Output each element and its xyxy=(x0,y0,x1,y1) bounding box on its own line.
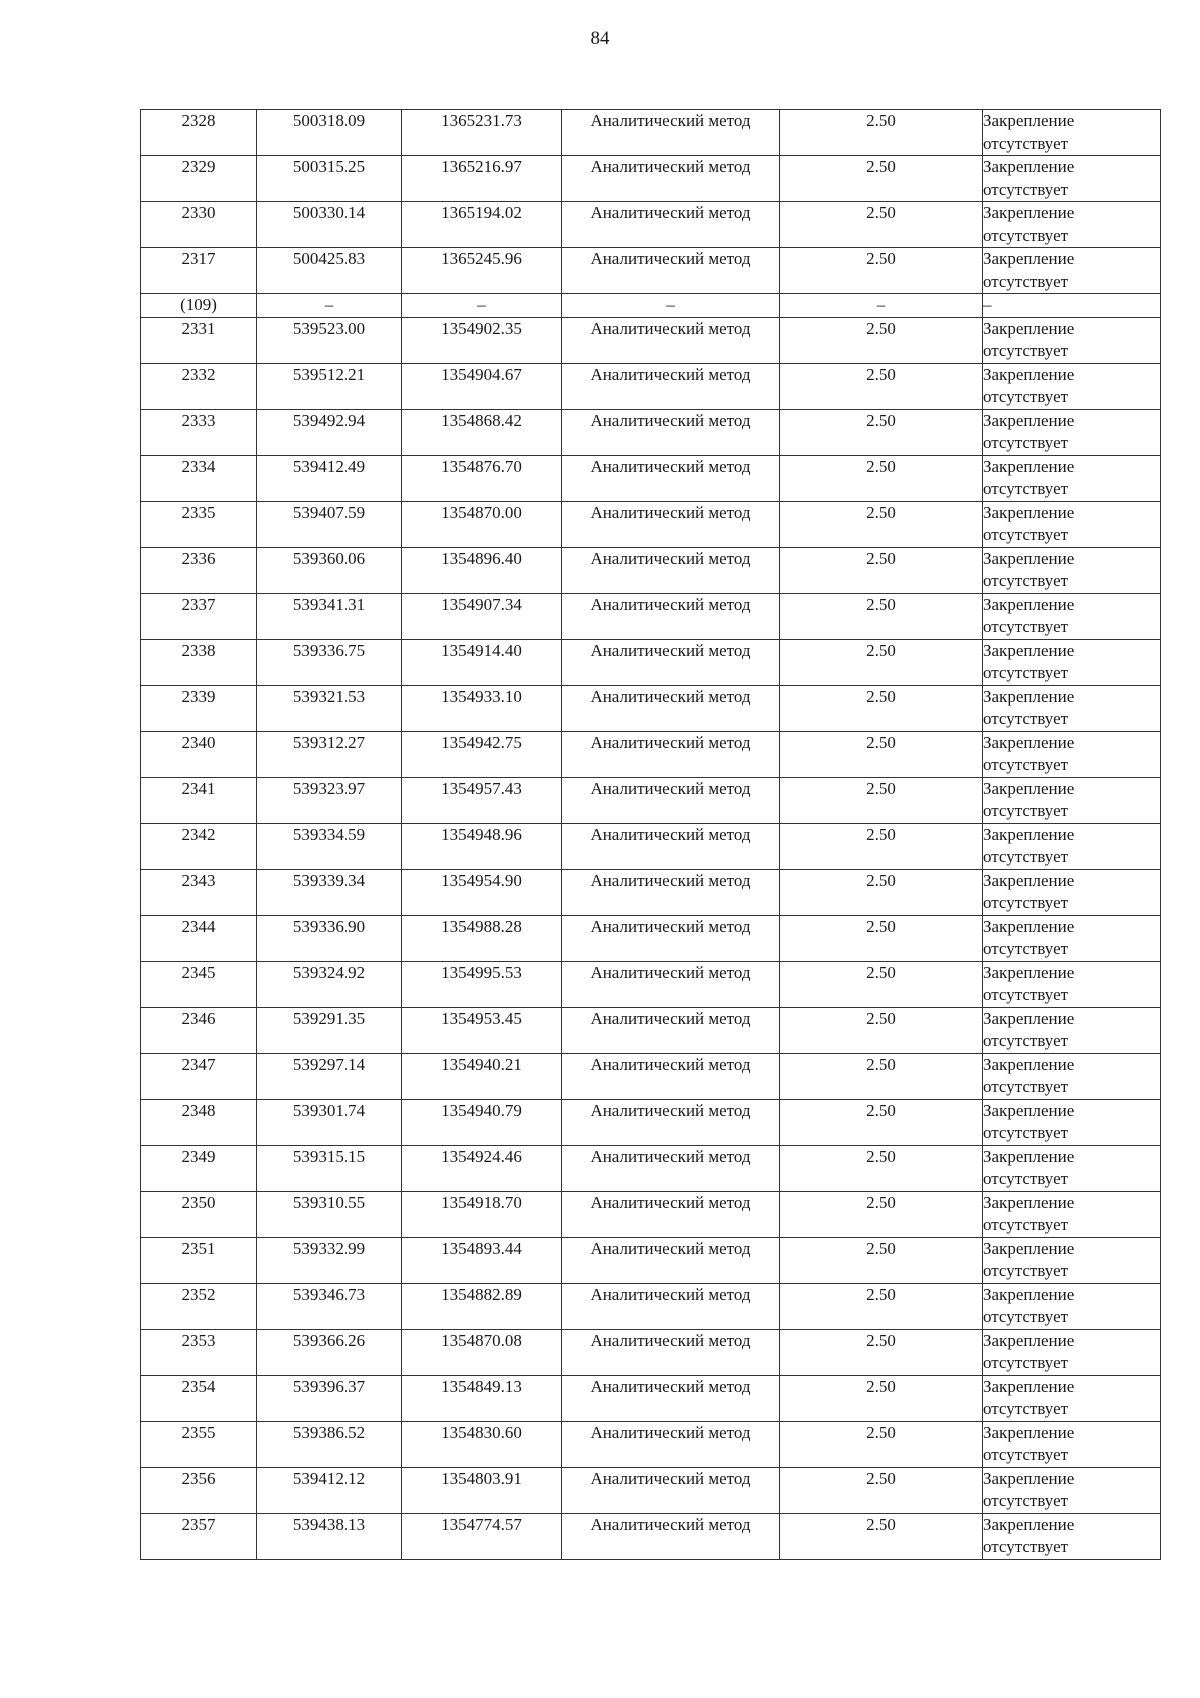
fixing-note-line-1: Закрепление xyxy=(983,962,1075,982)
point-number-cell: 2349 xyxy=(141,1145,257,1191)
method-cell: Аналитический метод xyxy=(562,777,780,823)
fixing-note-line-1: Закрепление xyxy=(983,1514,1075,1534)
point-number-cell: 2355 xyxy=(141,1421,257,1467)
x-coordinate-cell: 539297.14 xyxy=(257,1053,402,1099)
method-cell: Аналитический метод xyxy=(562,1007,780,1053)
fixing-note-line-1: Закрепление xyxy=(983,1376,1075,1396)
y-coordinate-cell: 1354914.40 xyxy=(402,639,562,685)
fixing-note-line-2: отсутствует xyxy=(983,479,1069,498)
table-row xyxy=(141,869,1161,915)
point-number-cell: 2331 xyxy=(141,317,257,363)
table-row xyxy=(141,156,1161,202)
fixing-note-line-2: отсутствует xyxy=(983,179,1069,199)
accuracy-cell: 2.50 xyxy=(780,1421,983,1467)
y-coordinate-cell: 1354893.44 xyxy=(402,1237,562,1283)
fixing-note-cell xyxy=(983,1007,1161,1053)
y-coordinate-cell: 1354882.89 xyxy=(402,1283,562,1329)
fixing-note-cell xyxy=(983,1375,1161,1421)
fixing-note-line-2: отсутствует xyxy=(983,1261,1069,1280)
y-coordinate-cell: 1354953.45 xyxy=(402,1007,562,1053)
accuracy-cell: – xyxy=(780,294,983,318)
fixing-note-line-1: Закрепление xyxy=(983,686,1075,706)
point-number-cell: 2350 xyxy=(141,1191,257,1237)
point-number-cell: 2339 xyxy=(141,685,257,731)
fixing-note-line-2: отсутствует xyxy=(983,755,1069,774)
fixing-note-cell xyxy=(983,317,1161,363)
x-coordinate-cell: 500330.14 xyxy=(257,202,402,248)
fixing-note-line-2: отсутствует xyxy=(983,1077,1069,1096)
fixing-note-line-1: Закрепление xyxy=(983,1284,1075,1304)
method-cell: Аналитический метод xyxy=(562,1421,780,1467)
table-row xyxy=(141,110,1161,156)
point-number-cell: 2317 xyxy=(141,248,257,294)
fixing-note-line-2: отсутствует xyxy=(983,1491,1069,1510)
accuracy-cell: 2.50 xyxy=(780,1145,983,1191)
fixing-note-line-1: Закрепление xyxy=(983,778,1075,798)
fixing-note-cell xyxy=(983,156,1161,202)
method-cell: Аналитический метод xyxy=(562,1329,780,1375)
table-row xyxy=(141,1467,1161,1513)
method-cell: Аналитический метод xyxy=(562,501,780,547)
accuracy-cell: 2.50 xyxy=(780,547,983,593)
fixing-note-cell xyxy=(983,685,1161,731)
y-coordinate-cell: 1365245.96 xyxy=(402,248,562,294)
fixing-note-cell xyxy=(983,1283,1161,1329)
fixing-note-line-2: отсутствует xyxy=(983,571,1069,590)
x-coordinate-cell: 539341.31 xyxy=(257,593,402,639)
fixing-note-line-1: Закрепление xyxy=(983,203,1075,222)
accuracy-cell: 2.50 xyxy=(780,409,983,455)
y-coordinate-cell: 1354940.79 xyxy=(402,1099,562,1145)
x-coordinate-cell: 539492.94 xyxy=(257,409,402,455)
x-coordinate-cell: 539386.52 xyxy=(257,1421,402,1467)
x-coordinate-cell: 539310.55 xyxy=(257,1191,402,1237)
method-cell: Аналитический метод xyxy=(562,1099,780,1145)
table-row xyxy=(141,639,1161,685)
method-cell: Аналитический метод xyxy=(562,1375,780,1421)
y-coordinate-cell: 1354954.90 xyxy=(402,869,562,915)
y-coordinate-cell: 1354918.70 xyxy=(402,1191,562,1237)
fixing-note-line-2: отсутствует xyxy=(983,1123,1069,1142)
fixing-note-line-1: Закрепление xyxy=(983,1422,1075,1442)
x-coordinate-cell: 500318.09 xyxy=(257,110,402,156)
table-row xyxy=(141,409,1161,455)
table-row xyxy=(141,455,1161,501)
fixing-note-line-2: отсутствует xyxy=(983,341,1069,360)
accuracy-cell: 2.50 xyxy=(780,823,983,869)
fixing-note-cell xyxy=(983,1467,1161,1513)
y-coordinate-cell: 1354995.53 xyxy=(402,961,562,1007)
accuracy-cell: 2.50 xyxy=(780,156,983,202)
y-coordinate-cell: 1354896.40 xyxy=(402,547,562,593)
accuracy-cell: 2.50 xyxy=(780,961,983,1007)
accuracy-cell: 2.50 xyxy=(780,248,983,294)
table-row xyxy=(141,363,1161,409)
fixing-note-line-2: отсутствует xyxy=(983,847,1069,866)
fixing-note-cell xyxy=(983,501,1161,547)
y-coordinate-cell: 1354868.42 xyxy=(402,409,562,455)
y-coordinate-cell: – xyxy=(402,294,562,318)
x-coordinate-cell: 500425.83 xyxy=(257,248,402,294)
table-row xyxy=(141,1375,1161,1421)
fixing-note-line-1: Закрепление xyxy=(983,594,1075,614)
x-coordinate-cell: 539396.37 xyxy=(257,1375,402,1421)
point-number-cell: 2340 xyxy=(141,731,257,777)
x-coordinate-cell: 539366.26 xyxy=(257,1329,402,1375)
table-row xyxy=(141,685,1161,731)
x-coordinate-cell: 539512.21 xyxy=(257,363,402,409)
point-number-cell: 2345 xyxy=(141,961,257,1007)
y-coordinate-cell: 1354933.10 xyxy=(402,685,562,731)
fixing-note-line-2: отсутствует xyxy=(983,709,1069,728)
page-number: 84 xyxy=(590,28,610,49)
fixing-note-line-2: отсутствует xyxy=(983,1353,1069,1372)
x-coordinate-cell: 539291.35 xyxy=(257,1007,402,1053)
point-number-cell: 2341 xyxy=(141,777,257,823)
fixing-note-line-2: отсутствует xyxy=(983,617,1069,636)
y-coordinate-cell: 1354803.91 xyxy=(402,1467,562,1513)
fixing-note-line-1: Закрепление xyxy=(983,1146,1075,1166)
table-row xyxy=(141,915,1161,961)
fixing-note-cell xyxy=(983,1329,1161,1375)
point-number-cell: 2344 xyxy=(141,915,257,961)
accuracy-cell: 2.50 xyxy=(780,1513,983,1559)
y-coordinate-cell: 1354940.21 xyxy=(402,1053,562,1099)
method-cell: Аналитический метод xyxy=(562,685,780,731)
table-row xyxy=(141,593,1161,639)
y-coordinate-cell: 1354907.34 xyxy=(402,593,562,639)
fixing-note-line-1: Закрепление xyxy=(983,249,1075,268)
fixing-note-line-2: отсутствует xyxy=(983,1399,1069,1418)
y-coordinate-cell: 1354948.96 xyxy=(402,823,562,869)
fixing-note-line-1: Закрепление xyxy=(983,157,1075,176)
table-row xyxy=(141,248,1161,294)
method-cell: Аналитический метод xyxy=(562,593,780,639)
fixing-note-line-2: отсутствует xyxy=(983,985,1069,1004)
point-number-cell: 2346 xyxy=(141,1007,257,1053)
point-number-cell: 2352 xyxy=(141,1283,257,1329)
x-coordinate-cell: 539412.12 xyxy=(257,1467,402,1513)
method-cell: Аналитический метод xyxy=(562,1145,780,1191)
fixing-note-cell xyxy=(983,547,1161,593)
x-coordinate-cell: 539315.15 xyxy=(257,1145,402,1191)
x-coordinate-cell: 539360.06 xyxy=(257,547,402,593)
fixing-note-line-1: Закрепление xyxy=(983,1008,1075,1028)
fixing-note-line-2: отсутствует xyxy=(983,1537,1069,1556)
x-coordinate-cell: 539438.13 xyxy=(257,1513,402,1559)
fixing-note-line-1: Закрепление xyxy=(983,318,1075,338)
point-number-cell: 2347 xyxy=(141,1053,257,1099)
method-cell: Аналитический метод xyxy=(562,547,780,593)
method-cell: Аналитический метод xyxy=(562,1237,780,1283)
x-coordinate-cell: – xyxy=(257,294,402,318)
point-number-cell: 2353 xyxy=(141,1329,257,1375)
y-coordinate-cell: 1365194.02 xyxy=(402,202,562,248)
fixing-note-line-1: Закрепление xyxy=(983,640,1075,660)
method-cell: Аналитический метод xyxy=(562,1467,780,1513)
fixing-note-line-2: отсутствует xyxy=(983,1215,1069,1234)
fixing-note-line-1: Закрепление xyxy=(983,732,1075,752)
accuracy-cell: 2.50 xyxy=(780,1237,983,1283)
accuracy-cell: 2.50 xyxy=(780,915,983,961)
table-row xyxy=(141,1053,1161,1099)
table-row xyxy=(141,1191,1161,1237)
x-coordinate-cell: 539336.90 xyxy=(257,915,402,961)
table-row xyxy=(141,1421,1161,1467)
coordinates-table xyxy=(140,109,1161,1560)
fixing-note-cell xyxy=(983,110,1161,156)
point-number-cell: 2342 xyxy=(141,823,257,869)
y-coordinate-cell: 1354902.35 xyxy=(402,317,562,363)
method-cell: Аналитический метод xyxy=(562,317,780,363)
fixing-note-line-2: отсутствует xyxy=(983,225,1069,245)
point-number-cell: 2348 xyxy=(141,1099,257,1145)
fixing-note-cell xyxy=(983,731,1161,777)
y-coordinate-cell: 1354774.57 xyxy=(402,1513,562,1559)
accuracy-cell: 2.50 xyxy=(780,455,983,501)
point-number-cell: 2354 xyxy=(141,1375,257,1421)
x-coordinate-cell: 539334.59 xyxy=(257,823,402,869)
method-cell: Аналитический метод xyxy=(562,1053,780,1099)
accuracy-cell: 2.50 xyxy=(780,1375,983,1421)
method-cell: – xyxy=(562,294,780,318)
point-number-cell: 2332 xyxy=(141,363,257,409)
x-coordinate-cell: 500315.25 xyxy=(257,156,402,202)
point-number-cell: (109) xyxy=(141,294,257,318)
accuracy-cell: 2.50 xyxy=(780,1099,983,1145)
fixing-note-cell xyxy=(983,1191,1161,1237)
y-coordinate-cell: 1365216.97 xyxy=(402,156,562,202)
accuracy-cell: 2.50 xyxy=(780,777,983,823)
method-cell: Аналитический метод xyxy=(562,961,780,1007)
y-coordinate-cell: 1354830.60 xyxy=(402,1421,562,1467)
method-cell: Аналитический метод xyxy=(562,869,780,915)
method-cell: Аналитический метод xyxy=(562,915,780,961)
table-row xyxy=(141,731,1161,777)
y-coordinate-cell: 1365231.73 xyxy=(402,110,562,156)
point-number-cell: 2357 xyxy=(141,1513,257,1559)
table-row xyxy=(141,777,1161,823)
fixing-note-line-1: Закрепление xyxy=(983,916,1075,936)
fixing-note-line-2: отсутствует xyxy=(983,271,1069,291)
x-coordinate-cell: 539336.75 xyxy=(257,639,402,685)
method-cell: Аналитический метод xyxy=(562,156,780,202)
method-cell: Аналитический метод xyxy=(562,1283,780,1329)
accuracy-cell: 2.50 xyxy=(780,501,983,547)
fixing-note-cell xyxy=(983,1237,1161,1283)
coordinates-table-body xyxy=(141,110,1161,1560)
point-number-cell: 2335 xyxy=(141,501,257,547)
fixing-note-line-1: Закрепление xyxy=(983,111,1075,130)
table-row xyxy=(141,823,1161,869)
point-number-cell: 2333 xyxy=(141,409,257,455)
fixing-note-cell xyxy=(983,202,1161,248)
fixing-note-line-1: Закрепление xyxy=(983,870,1075,890)
fixing-note-line-1: – xyxy=(983,295,992,314)
y-coordinate-cell: 1354870.00 xyxy=(402,501,562,547)
x-coordinate-cell: 539301.74 xyxy=(257,1099,402,1145)
fixing-note-line-2: отсутствует xyxy=(983,433,1069,452)
x-coordinate-cell: 539412.49 xyxy=(257,455,402,501)
x-coordinate-cell: 539312.27 xyxy=(257,731,402,777)
table-row xyxy=(141,1283,1161,1329)
fixing-note-line-2: отсутствует xyxy=(983,133,1069,153)
fixing-note-line-2: отсутствует xyxy=(983,1169,1069,1188)
fixing-note-line-2: отсутствует xyxy=(983,801,1069,820)
table-row xyxy=(141,961,1161,1007)
fixing-note-cell xyxy=(983,363,1161,409)
fixing-note-cell xyxy=(983,869,1161,915)
y-coordinate-cell: 1354942.75 xyxy=(402,731,562,777)
table-row xyxy=(141,1329,1161,1375)
accuracy-cell: 2.50 xyxy=(780,317,983,363)
method-cell: Аналитический метод xyxy=(562,248,780,294)
y-coordinate-cell: 1354876.70 xyxy=(402,455,562,501)
point-number-cell: 2329 xyxy=(141,156,257,202)
fixing-note-line-1: Закрепление xyxy=(983,502,1075,522)
fixing-note-line-2: отсутствует xyxy=(983,525,1069,544)
point-number-cell: 2343 xyxy=(141,869,257,915)
fixing-note-line-2: отсутствует xyxy=(983,939,1069,958)
fixing-note-line-1: Закрепление xyxy=(983,824,1075,844)
method-cell: Аналитический метод xyxy=(562,110,780,156)
fixing-note-cell xyxy=(983,1053,1161,1099)
accuracy-cell: 2.50 xyxy=(780,1329,983,1375)
point-number-cell: 2334 xyxy=(141,455,257,501)
x-coordinate-cell: 539523.00 xyxy=(257,317,402,363)
accuracy-cell: 2.50 xyxy=(780,363,983,409)
fixing-note-line-2: отсутствует xyxy=(983,1307,1069,1326)
accuracy-cell: 2.50 xyxy=(780,685,983,731)
fixing-note-cell xyxy=(983,409,1161,455)
fixing-note-line-1: Закрепление xyxy=(983,548,1075,568)
table-row xyxy=(141,547,1161,593)
fixing-note-line-2: отсутствует xyxy=(983,1445,1069,1464)
fixing-note-cell xyxy=(983,639,1161,685)
method-cell: Аналитический метод xyxy=(562,1513,780,1559)
y-coordinate-cell: 1354957.43 xyxy=(402,777,562,823)
fixing-note-line-2: отсутствует xyxy=(983,1031,1069,1050)
fixing-note-line-2: отсутствует xyxy=(983,663,1069,682)
fixing-note-line-1: Закрепление xyxy=(983,1468,1075,1488)
fixing-note-cell xyxy=(983,1513,1161,1559)
fixing-note-cell xyxy=(983,455,1161,501)
fixing-note-line-1: Закрепление xyxy=(983,1054,1075,1074)
method-cell: Аналитический метод xyxy=(562,363,780,409)
x-coordinate-cell: 539323.97 xyxy=(257,777,402,823)
accuracy-cell: 2.50 xyxy=(780,869,983,915)
table-row xyxy=(141,1513,1161,1559)
fixing-note-cell xyxy=(983,593,1161,639)
point-number-cell: 2356 xyxy=(141,1467,257,1513)
fixing-note-line-1: Закрепление xyxy=(983,1330,1075,1350)
table-row xyxy=(141,1099,1161,1145)
method-cell: Аналитический метод xyxy=(562,202,780,248)
table-row xyxy=(141,1007,1161,1053)
x-coordinate-cell: 539321.53 xyxy=(257,685,402,731)
fixing-note-cell xyxy=(983,1145,1161,1191)
accuracy-cell: 2.50 xyxy=(780,731,983,777)
table-row xyxy=(141,501,1161,547)
accuracy-cell: 2.50 xyxy=(780,202,983,248)
fixing-note-line-1: Закрепление xyxy=(983,410,1075,430)
fixing-note-cell xyxy=(983,823,1161,869)
fixing-note-line-1: Закрепление xyxy=(983,1192,1075,1212)
accuracy-cell: 2.50 xyxy=(780,593,983,639)
fixing-note-line-1: Закрепление xyxy=(983,456,1075,476)
point-number-cell: 2328 xyxy=(141,110,257,156)
y-coordinate-cell: 1354924.46 xyxy=(402,1145,562,1191)
fixing-note-cell xyxy=(983,1421,1161,1467)
x-coordinate-cell: 539346.73 xyxy=(257,1283,402,1329)
fixing-note-cell xyxy=(983,1099,1161,1145)
fixing-note-line-2: отсутствует xyxy=(983,893,1069,912)
x-coordinate-cell: 539339.34 xyxy=(257,869,402,915)
y-coordinate-cell: 1354988.28 xyxy=(402,915,562,961)
fixing-note-line-2: отсутствует xyxy=(983,387,1069,406)
x-coordinate-cell: 539407.59 xyxy=(257,501,402,547)
y-coordinate-cell: 1354904.67 xyxy=(402,363,562,409)
y-coordinate-cell: 1354870.08 xyxy=(402,1329,562,1375)
method-cell: Аналитический метод xyxy=(562,731,780,777)
fixing-note-cell xyxy=(983,777,1161,823)
table-row xyxy=(141,202,1161,248)
x-coordinate-cell: 539324.92 xyxy=(257,961,402,1007)
table-row xyxy=(141,1145,1161,1191)
method-cell: Аналитический метод xyxy=(562,823,780,869)
method-cell: Аналитический метод xyxy=(562,639,780,685)
fixing-note-cell xyxy=(983,248,1161,294)
point-number-cell: 2330 xyxy=(141,202,257,248)
x-coordinate-cell: 539332.99 xyxy=(257,1237,402,1283)
accuracy-cell: 2.50 xyxy=(780,1007,983,1053)
accuracy-cell: 2.50 xyxy=(780,1467,983,1513)
accuracy-cell: 2.50 xyxy=(780,110,983,156)
accuracy-cell: 2.50 xyxy=(780,639,983,685)
accuracy-cell: 2.50 xyxy=(780,1053,983,1099)
point-number-cell: 2338 xyxy=(141,639,257,685)
contour-separator-row xyxy=(141,294,1161,318)
method-cell: Аналитический метод xyxy=(562,1191,780,1237)
point-number-cell: 2336 xyxy=(141,547,257,593)
fixing-note-line-1: Закрепление xyxy=(983,1100,1075,1120)
accuracy-cell: 2.50 xyxy=(780,1191,983,1237)
method-cell: Аналитический метод xyxy=(562,409,780,455)
fixing-note-cell xyxy=(983,915,1161,961)
fixing-note-cell xyxy=(983,294,1161,318)
fixing-note-line-1: Закрепление xyxy=(983,364,1075,384)
table-row xyxy=(141,317,1161,363)
y-coordinate-cell: 1354849.13 xyxy=(402,1375,562,1421)
accuracy-cell: 2.50 xyxy=(780,1283,983,1329)
point-number-cell: 2337 xyxy=(141,593,257,639)
fixing-note-cell xyxy=(983,961,1161,1007)
table-row xyxy=(141,1237,1161,1283)
method-cell: Аналитический метод xyxy=(562,455,780,501)
point-number-cell: 2351 xyxy=(141,1237,257,1283)
fixing-note-line-1: Закрепление xyxy=(983,1238,1075,1258)
